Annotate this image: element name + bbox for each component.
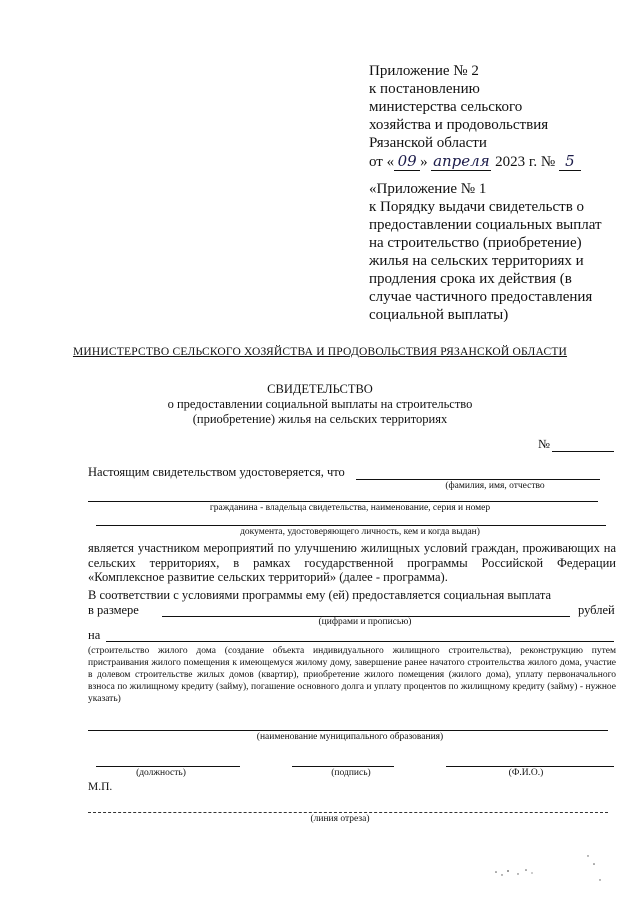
signature-field[interactable]	[292, 766, 394, 767]
appendix2-line: продления срока их действия (в	[369, 271, 572, 287]
appendix-line: министерства сельского	[369, 99, 523, 115]
fio-field[interactable]	[356, 479, 600, 480]
cut-line-caption: (линия отреза)	[310, 814, 370, 824]
purpose-field[interactable]	[106, 641, 614, 642]
appendix2-line: предоставлении социальных выплат	[369, 217, 602, 233]
ministry-heading: МИНИСТЕРСТВО СЕЛЬСКОГО ХОЗЯЙСТВА И ПРОДОВОЛЬСТВИЯ РЯЗАНСКОЙ ОБЛАСТИ	[72, 346, 568, 358]
certificate-title: СВИДЕТЕЛЬСТВО	[267, 382, 373, 396]
certify-text: Настоящим свидетельством удостоверяется, что	[88, 465, 345, 479]
appendix2-line: к Порядку выдачи свидетельств о	[369, 199, 585, 215]
appendix-header	[369, 62, 629, 171]
certificate-subtitle: (приобретение) жилья на сельских территориях	[192, 412, 448, 426]
conditions-paragraph: В соответствии с условиями программы ему (ей) предоставляется социальная выплата	[88, 588, 551, 602]
appendix-date-line	[369, 152, 629, 171]
appendix-line: Рязанской области	[369, 135, 487, 151]
appendix-line: хозяйства и продовольствия	[369, 117, 549, 133]
municipality-field[interactable]	[88, 730, 608, 731]
stamp-label: М.П.	[88, 781, 113, 793]
amount-caption: (цифрами и прописью)	[318, 617, 412, 627]
citizen-caption: гражданина - владельца свидетельства, наименование, серия и номер	[209, 503, 491, 513]
date-year: 2023 г. №	[495, 154, 556, 170]
appendix2-line: на строительство (приобретение)	[369, 235, 582, 251]
appendix-order-reference	[369, 180, 629, 324]
municipality-caption: (наименование муниципального образования)	[256, 732, 444, 742]
certificate-number-label: №	[538, 437, 550, 451]
document-caption: документа, удостоверяющего личность, кем и когда выдан)	[240, 527, 480, 537]
order-number: 5	[559, 152, 581, 171]
fio-caption: (фамилия, имя, отчество	[445, 481, 545, 491]
citizen-field[interactable]	[88, 501, 598, 502]
date-day: 09	[394, 152, 420, 171]
appendix-line: к постановлению	[369, 81, 480, 97]
position-caption: (должность)	[136, 768, 186, 778]
rubles-label: рублей	[578, 603, 615, 617]
purpose-caption: (строительство жилого дома (создание объекта индивидуального жилищного строительства), реконструкцию путем пристраивания жилого помещения к имеющемуся жилому дому, завершение ранее начатого строительства жилого дома, участие в долевом строительстве жилых домов (квартир), приобретение жилого помещения (жилого дома), уплату первоначального взноса по жилищному кредиту (займу), погашение основного долга и уплату процентов по жилищному кредиту (займу) - нужное указать)	[88, 646, 616, 704]
scan-specks	[490, 850, 610, 890]
date-month: апреля	[433, 152, 490, 170]
certificate-subtitle: о предоставлении социальной выплаты на строительство	[167, 397, 473, 411]
appendix-line: Приложение № 2	[369, 63, 479, 79]
amount-label: в размере	[88, 603, 139, 617]
appendix2-line: «Приложение № 1	[369, 181, 487, 197]
name-caption: (Ф.И.О.)	[508, 768, 544, 778]
name-field[interactable]	[446, 766, 614, 767]
position-field[interactable]	[96, 766, 240, 767]
date-mid: »	[420, 154, 428, 170]
appendix2-line: жилья на сельских территориях и	[369, 253, 584, 269]
appendix2-line: случае частичного предоставления	[369, 289, 593, 305]
cut-line	[88, 812, 608, 813]
for-label: на	[88, 628, 101, 642]
document-field[interactable]	[96, 525, 606, 526]
certificate-number-field[interactable]	[552, 451, 614, 452]
appendix2-line: социальной выплаты)	[369, 307, 509, 323]
signature-caption: (подпись)	[331, 768, 371, 778]
date-prefix: от «	[369, 154, 395, 170]
participant-paragraph: является участником мероприятий по улучшению жилищных условий граждан, проживающих на сельских территориях, в рамках государственной программы Российской Федерации «Комплексное развитие сельских территорий» (далее - программа).	[88, 541, 616, 584]
